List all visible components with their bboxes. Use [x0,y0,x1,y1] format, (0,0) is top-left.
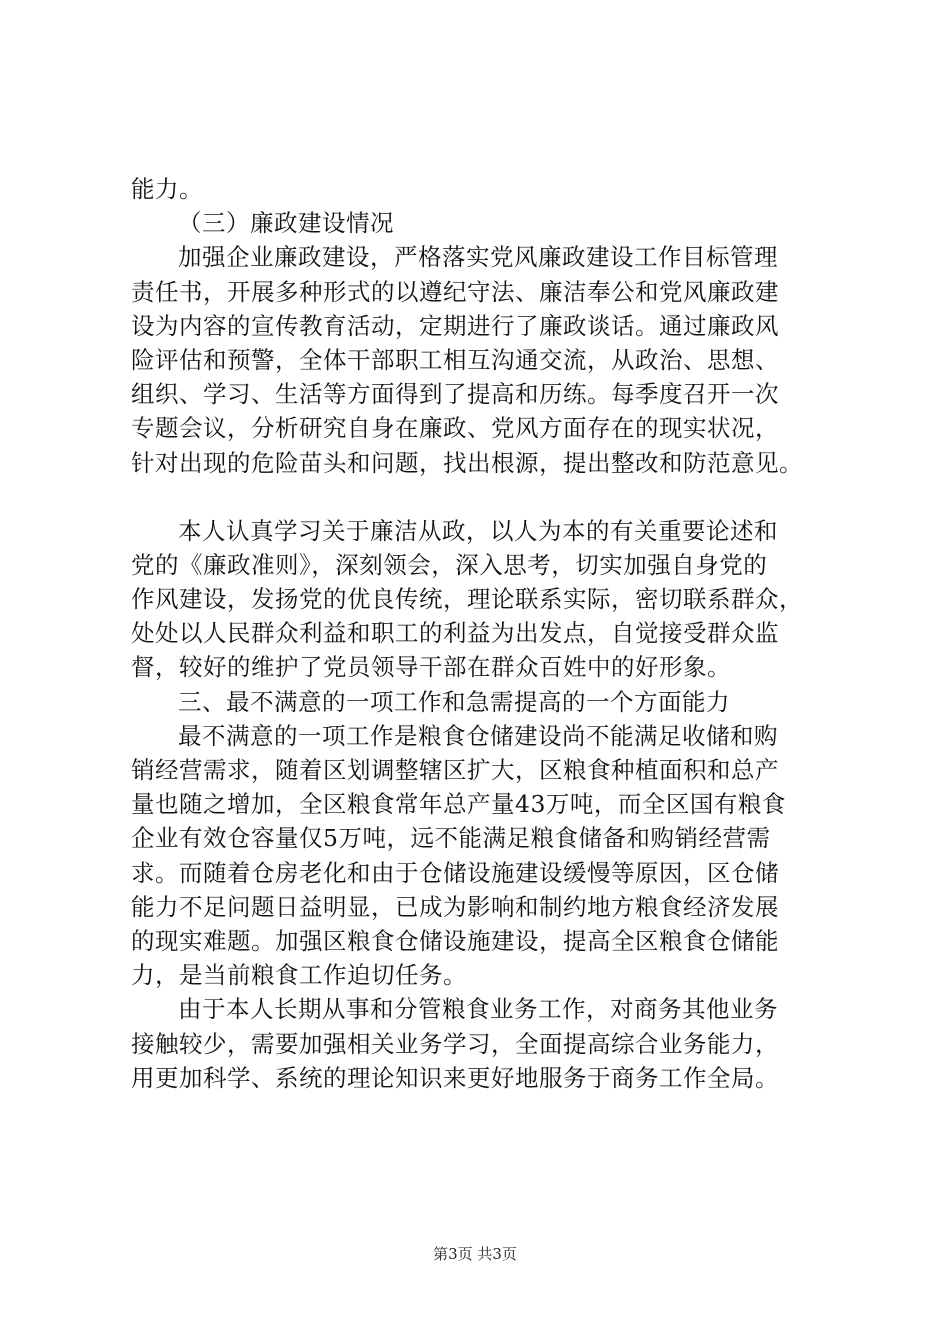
text-line: 能力。 [131,175,203,203]
document-body [131,172,831,1095]
text-line: 设为内容的宣传教育活动，定期进行了廉政谈话。通过廉政风 [131,311,779,340]
text-line: 由于本人长期从事和分管粮食业务工作，对商务其他业务 [178,995,778,1024]
text-line: 销经营需求，随着区划调整辖区扩大，区粮食种植面积和总产 [131,756,779,784]
text-line: 党的《廉政准则》，深刻领会，深入思考，切实加强自身党的 [131,550,768,579]
paragraph-gap [131,480,831,514]
text-line: 加强企业廉政建设，严格落实党风廉政建设工作目标管理 [178,243,778,272]
text-line: 最不满意的一项工作是粮食仓储建设尚不能满足收储和购 [178,721,778,750]
text-line: 用更加科学、系统的理论知识来更好地服务于商务工作全局。 [131,1063,779,1092]
text-line: 专题会议，分析研究自身在廉政、党风方面存在的现实状况， [131,414,779,443]
text-line: 处处以人民群众利益和职工的利益为出发点，自觉接受群众监 [131,619,779,648]
text-line: 力，是当前粮食工作迫切任务。 [131,961,467,990]
text-line: 本人认真学习关于廉洁从政，以人为本的有关重要论述和 [178,516,778,545]
text-line: 的现实难题。加强区粮食仓储设施建设，提高全区粮食仓储能 [131,926,779,955]
text-line: 责任书，开展多种形式的以遵纪守法、廉洁奉公和党风廉政建 [131,277,779,306]
text-line: 督，较好的维护了党员领导干部在群众百姓中的好形象。 [131,653,731,682]
section-heading-improvement: 三、最不满意的一项工作和急需提高的一个方面能力 [178,687,730,716]
text-line: 求。而随着仓房老化和由于仓储设施建设缓慢等原因，区仓储 [131,858,779,887]
page-number-footer: 第3页 共3页 [433,1245,517,1263]
text-line: 量也随之增加，全区粮食常年总产量43万吨，而全区国有粮食 [131,790,786,819]
text-line: 作风建设，发扬党的优良传统，理论联系实际，密切联系群众， [131,585,803,614]
text-line: 针对出现的危险苗头和问题，找出根源，提出整改和防范意见。 [131,448,803,477]
text-line: 能力不足问题日益明显，已成为影响和制约地方粮食经济发展 [131,892,779,921]
text-line: 企业有效仓容量仅5万吨，远不能满足粮食储备和购销经营需 [131,824,771,853]
text-line: 组织、学习、生活等方面得到了提高和历练。每季度召开一次 [131,380,779,409]
text-line: 险评估和预警，全体干部职工相互沟通交流，从政治、思想、 [131,345,779,374]
text-line: 接触较少，需要加强相关业务学习，全面提高综合业务能力， [131,1029,779,1058]
section-heading-integrity: （三）廉政建设情况 [178,209,394,238]
